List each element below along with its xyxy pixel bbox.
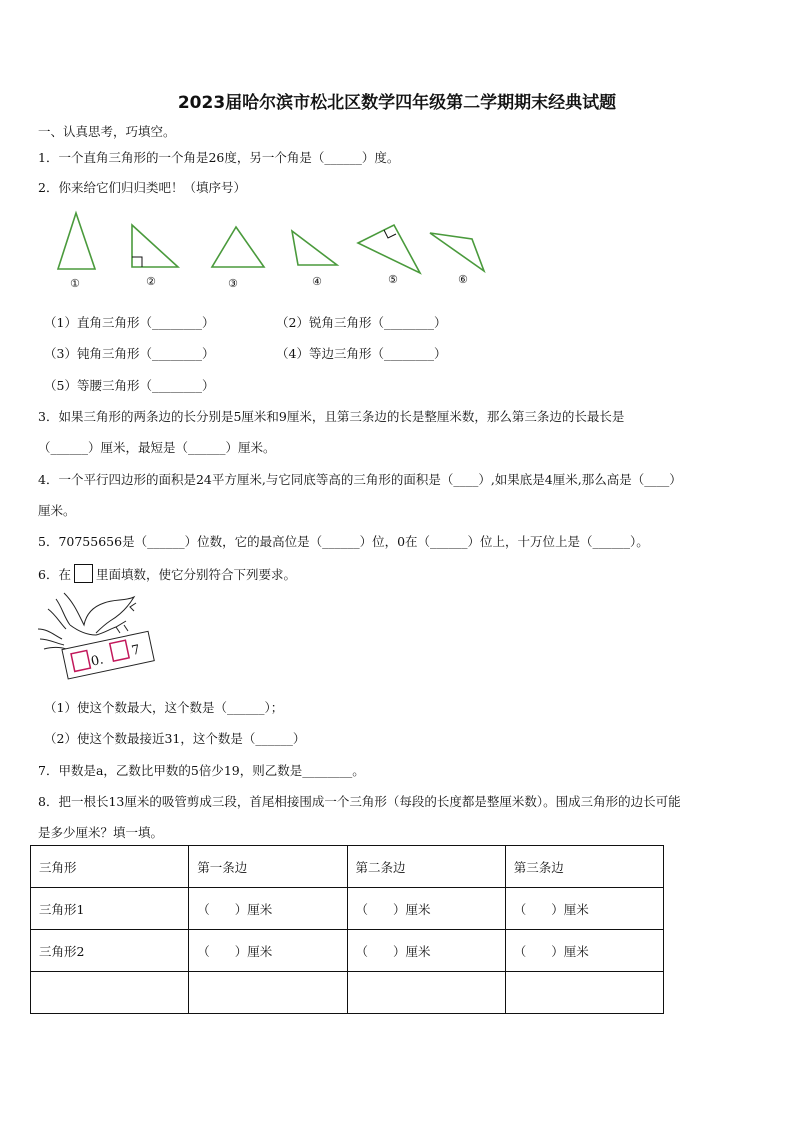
table-cell: 三角形2 xyxy=(31,930,189,972)
triangle-3 xyxy=(212,227,264,267)
table-cell[interactable]: （ ）厘米 xyxy=(189,888,347,930)
q2-item-1[interactable]: （1）直角三角形（________） xyxy=(44,315,215,330)
table-header-cell: 三角形 xyxy=(31,846,189,888)
table-header-cell: 第一条边 xyxy=(189,846,347,888)
question-5[interactable]: 5．70755656是（______）位数，它的最高位是（______）位，0在（______）位上，十万位上是（______）。 xyxy=(38,534,649,549)
table-cell[interactable]: （ ）厘米 xyxy=(505,930,663,972)
right-angle-mark-5 xyxy=(384,230,396,238)
question-4-line1[interactable]: 4．一个平行四边形的面积是24平方厘米,与它同底等高的三角形的面积是（____）,如果底是4厘米,那么高是（____） xyxy=(38,472,682,487)
table-cell: 三角形1 xyxy=(31,888,189,930)
right-angle-mark-2 xyxy=(132,257,142,267)
table-cell[interactable]: （ ）厘米 xyxy=(189,930,347,972)
triangle-label-2: ② xyxy=(146,275,156,288)
card-digit: 7 xyxy=(130,642,142,659)
table-cell[interactable] xyxy=(189,972,347,1014)
triangle-5 xyxy=(358,225,420,273)
q1-blank[interactable]: ______ xyxy=(324,150,362,165)
bird-tail-icon xyxy=(38,629,66,649)
q8-table xyxy=(30,845,664,1014)
q6-text: 6．在 xyxy=(38,567,71,582)
triangle-2 xyxy=(132,225,178,267)
card-decimal: 0. xyxy=(89,652,105,670)
q2-item-3[interactable]: （3）钝角三角形（________） xyxy=(44,346,215,361)
section-heading: 一、认真思考，巧填空。 xyxy=(38,124,176,139)
q1-text-end: ）度。 xyxy=(361,150,400,165)
bird-card-illustration xyxy=(34,585,164,685)
question-3-line2[interactable]: （______）厘米，最短是（______）厘米。 xyxy=(38,440,276,455)
question-4-line2: 厘米。 xyxy=(38,503,76,518)
q6-text-end: 里面填数，使它分别符合下列要求。 xyxy=(95,567,296,582)
q1-text: 1．一个直角三角形的一个角是26度，另一个角是（ xyxy=(38,150,325,165)
blank-box-icon xyxy=(74,564,93,583)
question-3-line1: 3．如果三角形的两条边的长分别是5厘米和9厘米，且第三条边的长是整厘米数，那么第三条边的长最长是 xyxy=(38,409,625,424)
table-header-cell: 第三条边 xyxy=(505,846,663,888)
triangle-label-1: ① xyxy=(70,277,80,290)
page-title: 2023届哈尔滨市松北区数学四年级第二学期期末经典试题 xyxy=(177,93,617,113)
triangle-label-4: ④ xyxy=(312,275,322,288)
table-cell[interactable] xyxy=(505,972,663,1014)
table-cell[interactable]: （ ）厘米 xyxy=(347,888,505,930)
table-header-row xyxy=(31,846,664,888)
q2-item-5[interactable]: （5）等腰三角形（________） xyxy=(44,378,215,393)
table-header-cell: 第二条边 xyxy=(347,846,505,888)
bird-head-icon xyxy=(130,603,136,611)
question-1 xyxy=(38,148,399,166)
question-8-line2: 是多少厘米？填一填。 xyxy=(38,825,164,840)
table-row xyxy=(31,888,664,930)
triangle-1 xyxy=(58,213,95,269)
triangles-figure xyxy=(50,205,510,295)
triangle-4 xyxy=(292,231,337,265)
table-cell[interactable] xyxy=(31,972,189,1014)
bird-body-icon xyxy=(70,621,126,635)
question-7[interactable]: 7．甲数是a，乙数比甲数的5倍少19，则乙数是________。 xyxy=(38,763,365,778)
question-8-line1: 8．把一根长13厘米的吸管剪成三段，首尾相接围成一个三角形（每段的长度都是整厘米数）。围成三角形的边长可能 xyxy=(38,794,681,809)
triangle-label-5: ⑤ xyxy=(388,273,398,286)
q6-sub-2[interactable]: （2）使这个数最接近31，这个数是（______） xyxy=(44,731,306,746)
question-2: 2．你来给它们归归类吧！（填序号） xyxy=(38,180,246,195)
table-row xyxy=(31,972,664,1014)
q2-item-4[interactable]: （4）等边三角形（________） xyxy=(276,346,447,361)
table-row xyxy=(31,930,664,972)
bird-wing-icon xyxy=(64,593,134,633)
table-cell[interactable] xyxy=(347,972,505,1014)
triangle-label-6: ⑥ xyxy=(458,273,468,286)
table-cell[interactable]: （ ）厘米 xyxy=(347,930,505,972)
bird-feathers-icon xyxy=(48,599,70,629)
question-6 xyxy=(38,564,296,583)
q6-sub-1[interactable]: （1）使这个数最大，这个数是（______）； xyxy=(44,700,284,715)
table-cell[interactable]: （ ）厘米 xyxy=(505,888,663,930)
triangle-6 xyxy=(430,233,484,271)
q2-item-2[interactable]: （2）锐角三角形（________） xyxy=(276,315,447,330)
triangle-label-3: ③ xyxy=(228,277,238,290)
